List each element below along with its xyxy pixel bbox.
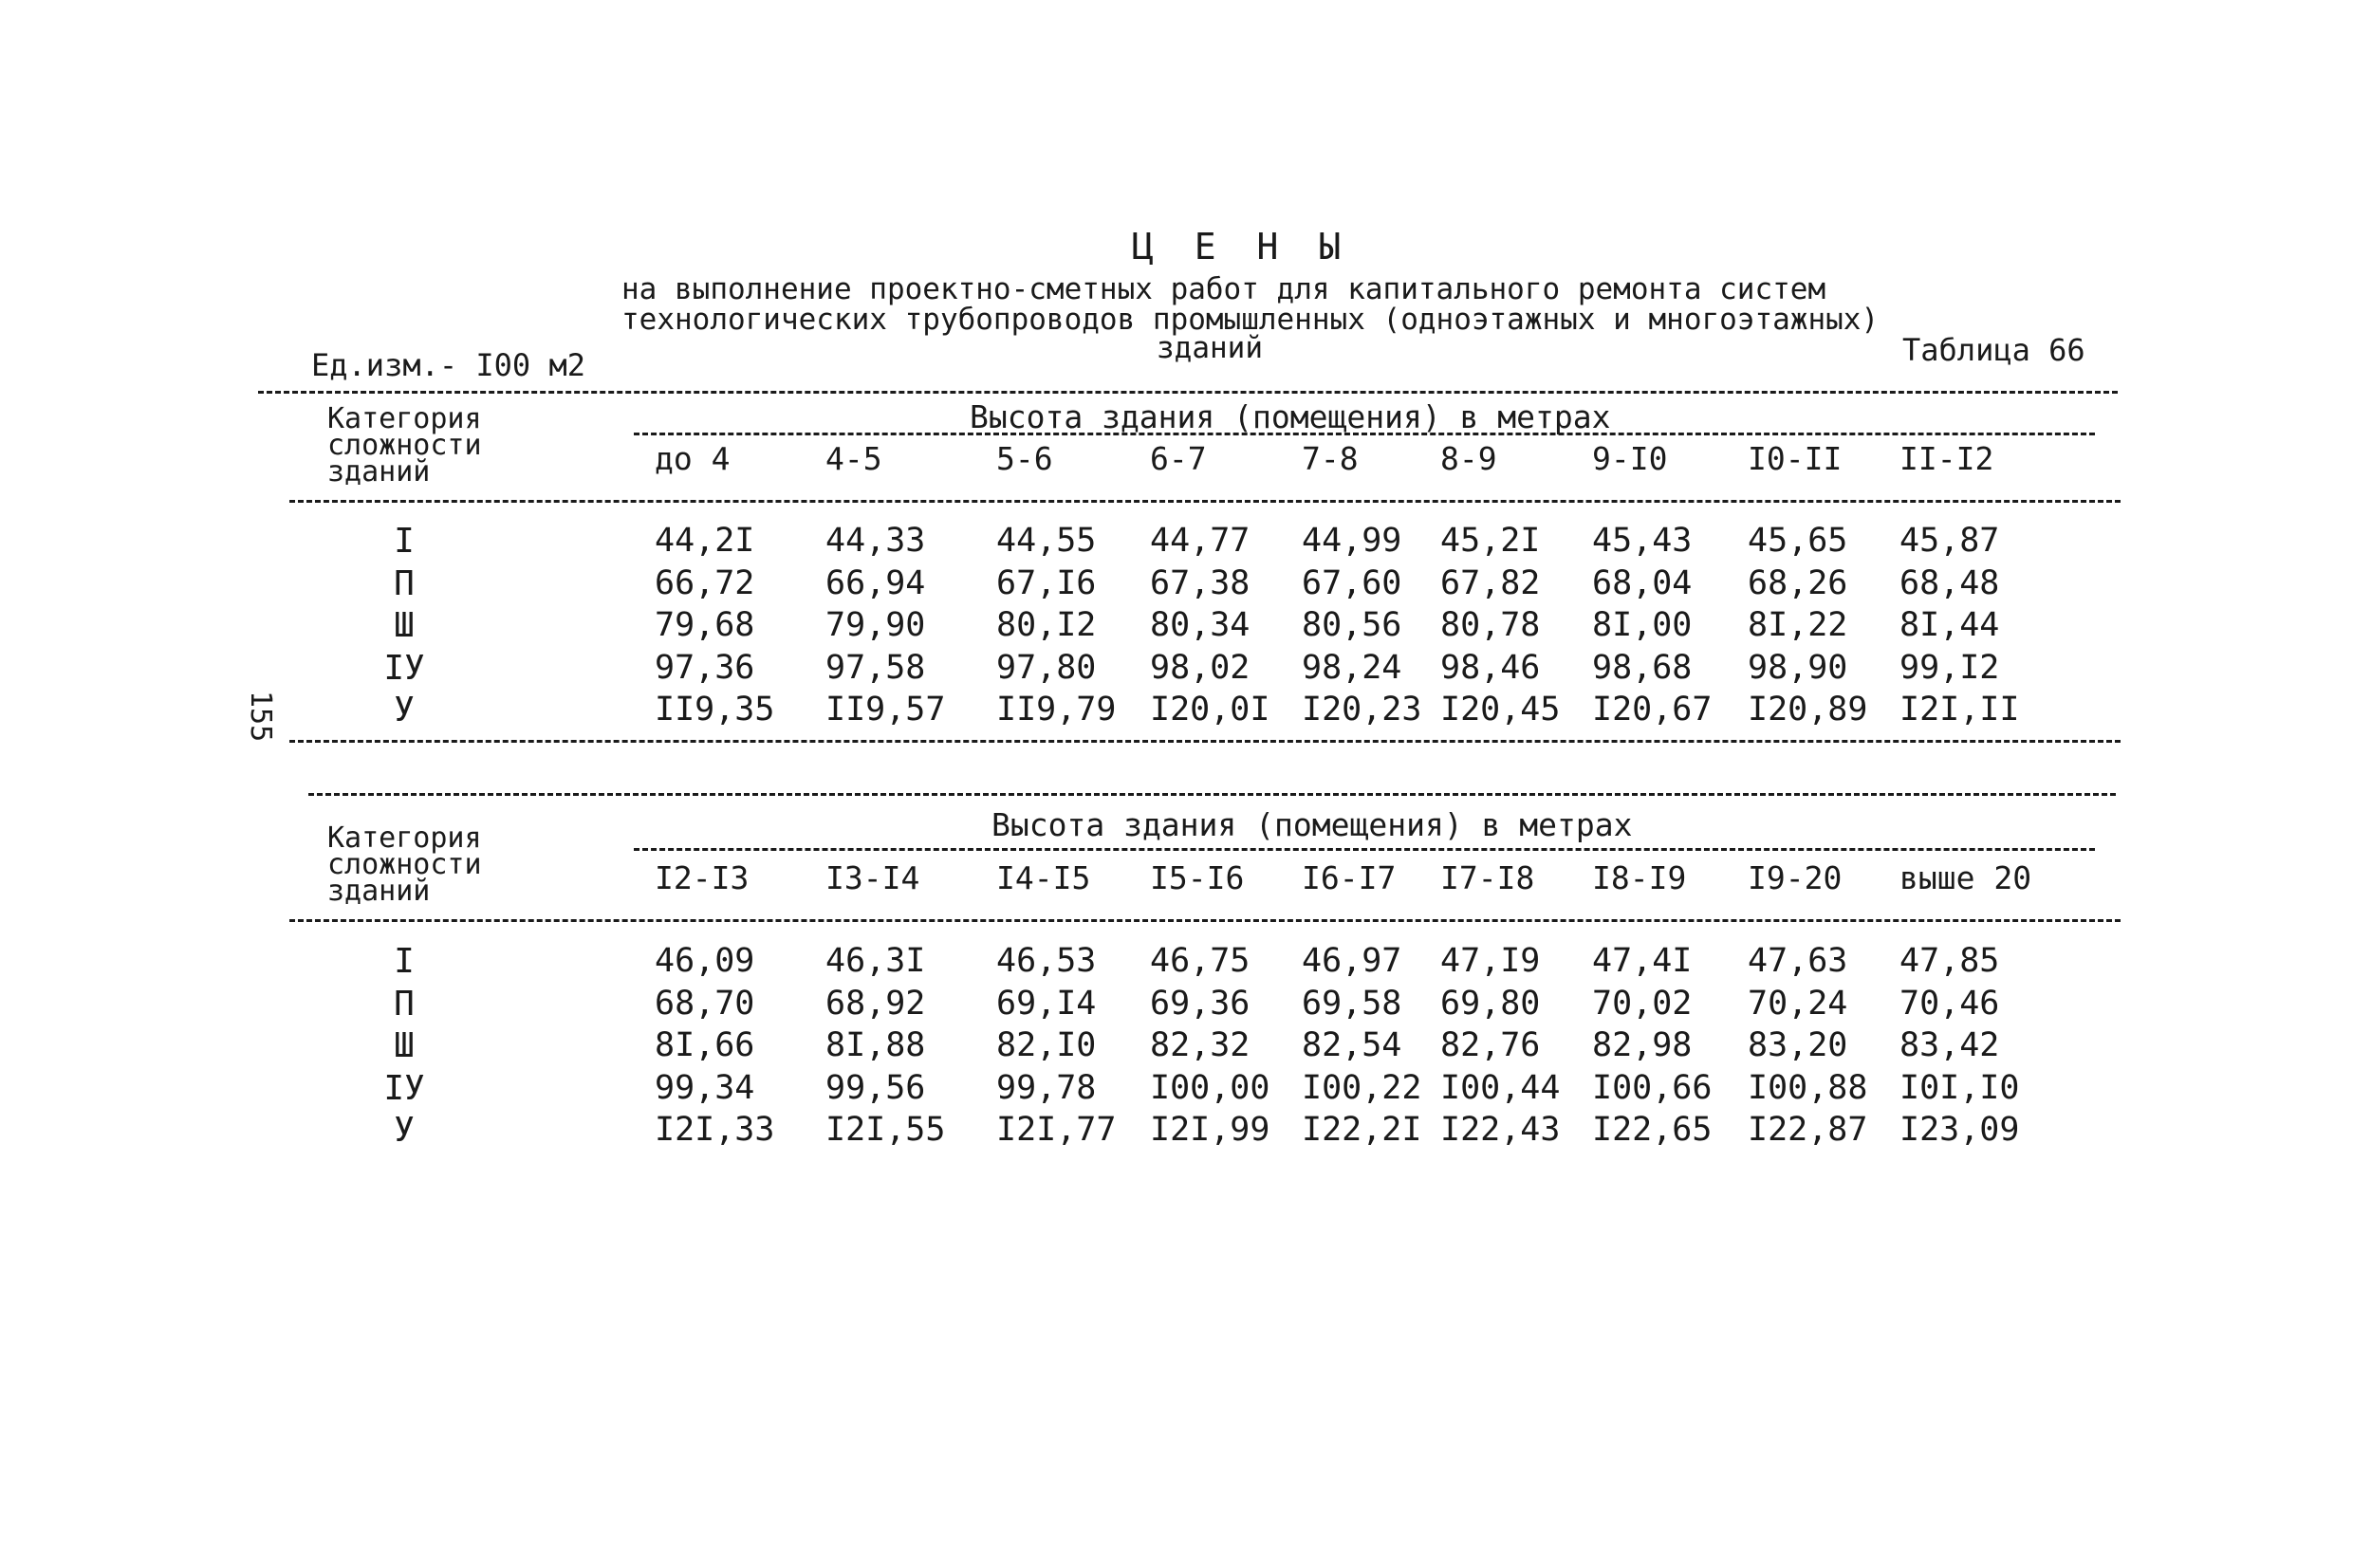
header-bottom-border <box>289 919 2121 922</box>
category-label-line: сложности <box>327 429 482 462</box>
table-cell: I22,2I <box>1302 1111 1422 1149</box>
group-header: Высота здания (помещения) в метрах <box>970 398 1611 435</box>
table-cell: 68,48 <box>1899 563 2000 602</box>
table-cell: 8I,00 <box>1592 606 1693 644</box>
table-cell: 46,09 <box>655 942 755 980</box>
table-cell: I22,43 <box>1440 1111 1561 1149</box>
table-cell: 83,20 <box>1748 1026 1848 1064</box>
group-header-rule <box>634 433 2095 435</box>
table-cell: I00,88 <box>1748 1068 1868 1107</box>
table-cell: I20,67 <box>1592 691 1713 729</box>
table-cell: 68,70 <box>655 984 755 1023</box>
column-header: I0-II <box>1748 440 1843 477</box>
table-cell: I2I,99 <box>1150 1111 1270 1149</box>
table-cell: 82,32 <box>1150 1026 1251 1064</box>
table-cell: 44,33 <box>825 522 926 560</box>
table-cell: 99,34 <box>655 1068 755 1107</box>
table-cell: 44,77 <box>1150 522 1251 560</box>
column-header: 9-I0 <box>1592 440 1668 477</box>
table-cell: 47,I9 <box>1440 942 1541 980</box>
document-subtitle-line-1: на выполнение проектно-сметных работ для капитального ремонта систем <box>621 272 1826 306</box>
table-cell: II9,35 <box>655 691 775 729</box>
table-cell: 98,90 <box>1748 648 1848 687</box>
row-category: У <box>394 691 415 729</box>
row-category: П <box>394 984 415 1024</box>
table-cell: 99,78 <box>996 1068 1097 1107</box>
table-cell: 97,58 <box>825 648 926 687</box>
column-header: I3-I4 <box>825 859 920 896</box>
table-cell: I20,89 <box>1748 691 1868 729</box>
column-header: II-I2 <box>1899 440 1994 477</box>
table-cell: I23,09 <box>1899 1111 2020 1149</box>
column-header: I9-20 <box>1748 859 1843 896</box>
table-cell: 83,42 <box>1899 1026 2000 1064</box>
column-header: 5-6 <box>996 440 1053 477</box>
category-label-line: сложности <box>327 848 482 881</box>
header-bottom-border <box>289 500 2121 503</box>
table-cell: 69,36 <box>1150 984 1251 1023</box>
row-category: I <box>394 522 415 561</box>
table-cell: 44,2I <box>655 522 755 560</box>
row-category: Ш <box>394 1026 415 1065</box>
table-cell: 68,92 <box>825 984 926 1023</box>
table-cell: 70,24 <box>1748 984 1848 1023</box>
table-cell: 46,75 <box>1150 942 1251 980</box>
column-header: I2-I3 <box>655 859 750 896</box>
document-subtitle-line-2: технологических трубопроводов промышленных (одноэтажных и многоэтажных) <box>621 303 1880 337</box>
table-cell: 67,I6 <box>996 563 1097 602</box>
table-cell: 68,04 <box>1592 563 1693 602</box>
row-category: IУ <box>383 1068 425 1108</box>
page-number: 155 <box>244 691 277 743</box>
column-header: I6-I7 <box>1302 859 1397 896</box>
column-header: 4-5 <box>825 440 882 477</box>
table-cell: 45,43 <box>1592 522 1693 560</box>
table-cell: II9,57 <box>825 691 946 729</box>
table-cell: I2I,II <box>1899 691 2020 729</box>
table-cell: 82,54 <box>1302 1026 1402 1064</box>
table-cell: 97,80 <box>996 648 1097 687</box>
table-cell: 8I,66 <box>655 1026 755 1064</box>
column-header: I4-I5 <box>996 859 1091 896</box>
table-cell: 97,36 <box>655 648 755 687</box>
table-cell: 66,72 <box>655 563 755 602</box>
table-cell: I22,87 <box>1748 1111 1868 1149</box>
table-cell: I20,23 <box>1302 691 1422 729</box>
table-cell: I2I,55 <box>825 1111 946 1149</box>
row-category: I <box>394 942 415 981</box>
column-header: 8-9 <box>1440 440 1497 477</box>
document-subtitle-line-3: зданий <box>1157 331 1263 365</box>
row-category: Ш <box>394 606 415 645</box>
document-title: Ц Е Н Ы <box>1132 226 1351 267</box>
row-category: У <box>394 1111 415 1150</box>
table-cell: 98,02 <box>1150 648 1251 687</box>
table-cell: 99,56 <box>825 1068 926 1107</box>
table-cell: 44,99 <box>1302 522 1402 560</box>
table-cell: I00,66 <box>1592 1068 1713 1107</box>
table-cell: 70,02 <box>1592 984 1693 1023</box>
table-top-border <box>308 793 2116 796</box>
row-category: П <box>394 563 415 603</box>
table-cell: 82,98 <box>1592 1026 1693 1064</box>
column-header: 7-8 <box>1302 440 1359 477</box>
category-label-line: Категория <box>327 402 482 435</box>
table-cell: 98,46 <box>1440 648 1541 687</box>
table-cell: 47,4I <box>1592 942 1693 980</box>
table-cell: 8I,88 <box>825 1026 926 1064</box>
table-cell: I00,44 <box>1440 1068 1561 1107</box>
table-cell: 98,24 <box>1302 648 1402 687</box>
table-cell: I22,65 <box>1592 1111 1713 1149</box>
table-cell: 67,60 <box>1302 563 1402 602</box>
table-label: Таблица 66 <box>1902 332 2085 368</box>
table-cell: 79,90 <box>825 606 926 644</box>
group-header: Высота здания (помещения) в метрах <box>991 806 1633 843</box>
table-top-border <box>258 391 2118 394</box>
table-cell: I20,0I <box>1150 691 1270 729</box>
table-cell: 70,46 <box>1899 984 2000 1023</box>
unit-of-measure: Ед.изм.- I00 м2 <box>311 347 585 383</box>
table-cell: 46,3I <box>825 942 926 980</box>
column-header: I8-I9 <box>1592 859 1687 896</box>
table-cell: 79,68 <box>655 606 755 644</box>
table-cell: 98,68 <box>1592 648 1693 687</box>
category-label-line: Категория <box>327 821 482 855</box>
table-cell: 45,2I <box>1440 522 1541 560</box>
column-header: I7-I8 <box>1440 859 1535 896</box>
table-cell: 67,82 <box>1440 563 1541 602</box>
table-cell: 46,97 <box>1302 942 1402 980</box>
table-cell: 45,65 <box>1748 522 1848 560</box>
table-cell: 66,94 <box>825 563 926 602</box>
table-cell: 67,38 <box>1150 563 1251 602</box>
category-label-line: зданий <box>327 875 431 908</box>
table-cell: 99,I2 <box>1899 648 2000 687</box>
column-header: до 4 <box>655 440 731 477</box>
table-cell: 80,78 <box>1440 606 1541 644</box>
group-header-rule <box>634 848 2095 851</box>
table-cell: 44,55 <box>996 522 1097 560</box>
table-cell: 82,I0 <box>996 1026 1097 1064</box>
table-cell: 82,76 <box>1440 1026 1541 1064</box>
table-cell: 8I,22 <box>1748 606 1848 644</box>
table-cell: 69,I4 <box>996 984 1097 1023</box>
table-cell: 80,34 <box>1150 606 1251 644</box>
table-bottom-border <box>289 740 2121 743</box>
table-cell: I00,22 <box>1302 1068 1422 1107</box>
table-cell: 47,85 <box>1899 942 2000 980</box>
table-cell: 8I,44 <box>1899 606 2000 644</box>
table-cell: I2I,77 <box>996 1111 1117 1149</box>
column-header: I5-I6 <box>1150 859 1245 896</box>
table-cell: 80,56 <box>1302 606 1402 644</box>
table-cell: I20,45 <box>1440 691 1561 729</box>
column-header: выше 20 <box>1899 859 2032 896</box>
column-header: 6-7 <box>1150 440 1207 477</box>
table-cell: 45,87 <box>1899 522 2000 560</box>
table-cell: 69,58 <box>1302 984 1402 1023</box>
table-cell: 68,26 <box>1748 563 1848 602</box>
table-cell: 47,63 <box>1748 942 1848 980</box>
table-cell: I2I,33 <box>655 1111 775 1149</box>
table-cell: I00,00 <box>1150 1068 1270 1107</box>
category-label-line: зданий <box>327 455 431 489</box>
table-cell: II9,79 <box>996 691 1117 729</box>
table-cell: I0I,I0 <box>1899 1068 2020 1107</box>
row-category: IУ <box>383 648 425 688</box>
table-cell: 46,53 <box>996 942 1097 980</box>
table-cell: 69,80 <box>1440 984 1541 1023</box>
table-cell: 80,I2 <box>996 606 1097 644</box>
